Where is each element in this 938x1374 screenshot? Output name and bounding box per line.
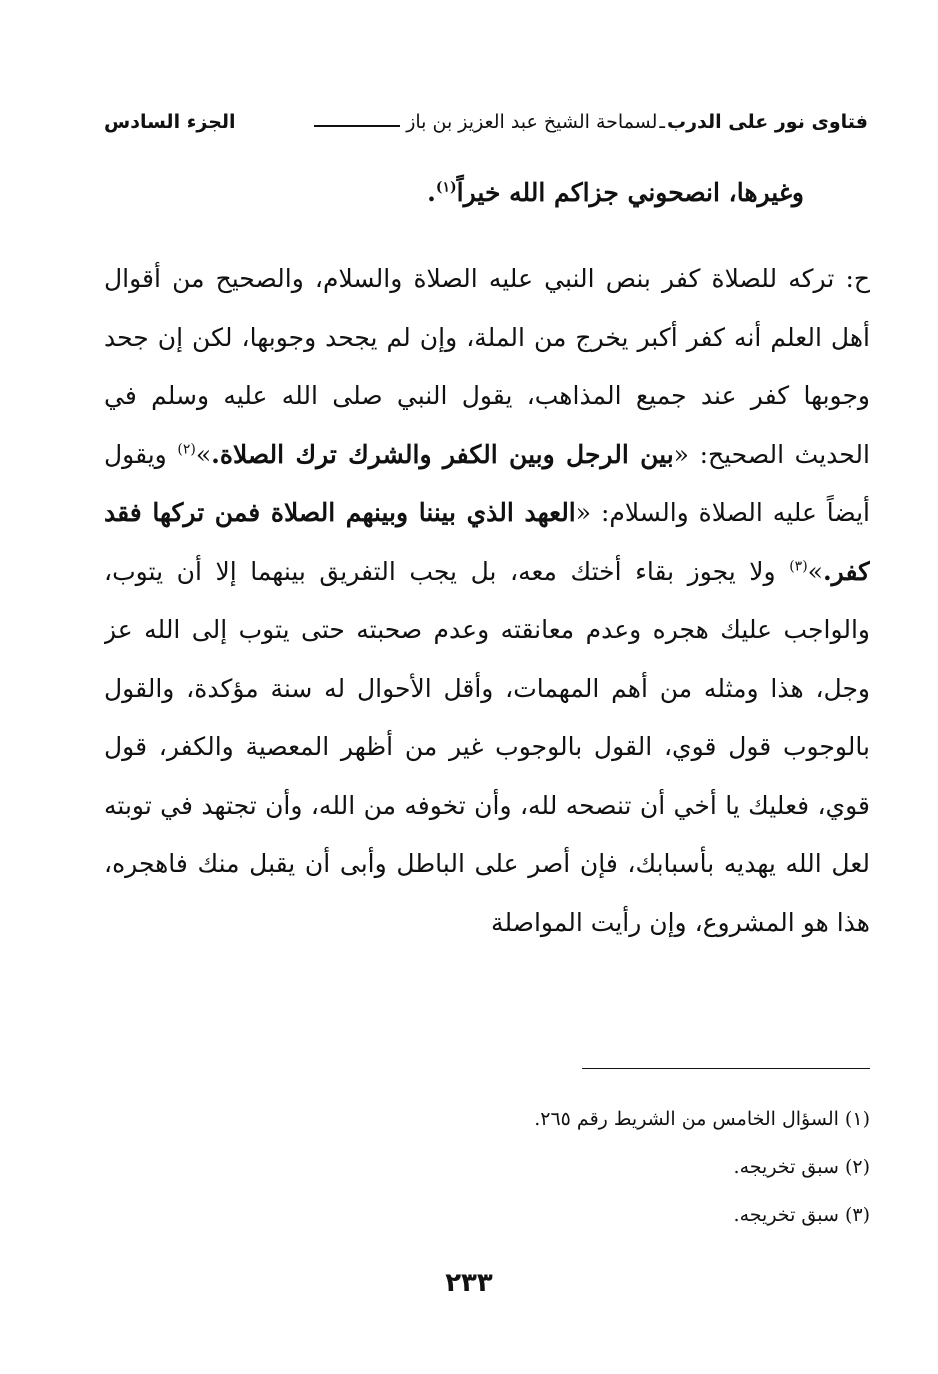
book-title: فتاوى نور على الدرب bbox=[667, 111, 868, 133]
hadith-quote-2: العهد الذي بيننا وبينهم الصلاة فمن تركها فقد كفر. bbox=[104, 498, 870, 586]
page-number: ٢٣٣ bbox=[445, 1268, 493, 1298]
footnote-3: (٣) سبق تخريجه. bbox=[733, 1204, 870, 1226]
question-ending-text: وغيرها، انصحوني جزاكم الله خيراً bbox=[456, 178, 804, 207]
author-name: لسماحة الشيخ عبد العزيز بن باز bbox=[406, 111, 658, 133]
answer-text-3: ولا يجوز بقاء أختك معه، بل يجب التفريق بينهما إلا أن يتوب، والواجب عليك هجره وعدم معانقته وعدم صحبته حتى يتوب إلى الله عز وجل، هذا ومثله من أهم المهمات، وأقل الأحوال له سنة مؤكدة، والقول بالوجوب قول قوي، القول بالوجوب غير من أظهر المعصية والكفر، قول قوي، فعليك يا أخي أن تنصحه لله، وأن تخوفه من الله، وأن تجتهد في توبته لعل الله يهديه بأسبابك، فإن أصر على الباطل وأبى أن يقبل منك فاهجره، هذا هو المشروع، وإن رأيت المواصلة bbox=[104, 556, 870, 937]
answer-paragraph bbox=[104, 250, 870, 1010]
running-header bbox=[104, 104, 868, 140]
footnote-ref-2: (٢) bbox=[177, 441, 196, 458]
quote-close-2: » bbox=[807, 556, 823, 586]
header-separator: ـ bbox=[659, 111, 665, 133]
footnote-1: (١) السؤال الخامس من الشريط رقم ٢٦٥. bbox=[534, 1108, 870, 1130]
footnotes bbox=[104, 1095, 870, 1239]
volume-label: الجزء السادس bbox=[104, 111, 236, 133]
running-header-title bbox=[308, 111, 868, 133]
answer-text-1: ح: تركه للصلاة كفر بنص النبي عليه الصلاة والسلام، والصحيح من أقوال أهل العلم أنه كفر أكبر يخرج من الملة، وإن لم يجحد وجوبها، لكن إن جحد وجوبها كفر عند جميع المذاهب، يقول النبي صلى الله عليه وسلم في الحديث الصحيح: « bbox=[104, 264, 870, 469]
answer-text-2: ويقول أيضاً عليه الصلاة والسلام: « bbox=[104, 439, 870, 527]
footnote-2: (٢) سبق تخريجه. bbox=[733, 1156, 870, 1178]
quote-close-1: » bbox=[195, 439, 212, 469]
question-ending bbox=[104, 164, 804, 222]
header-rule bbox=[314, 125, 400, 127]
question-ending-period: . bbox=[427, 178, 436, 207]
footnote-ref-3: (٣) bbox=[789, 558, 808, 575]
footnote-divider bbox=[582, 1068, 870, 1069]
hadith-quote-1: بين الرجل وبين الكفر والشرك ترك الصلاة. bbox=[211, 439, 674, 469]
footnote-ref-1: (١) bbox=[435, 179, 457, 196]
